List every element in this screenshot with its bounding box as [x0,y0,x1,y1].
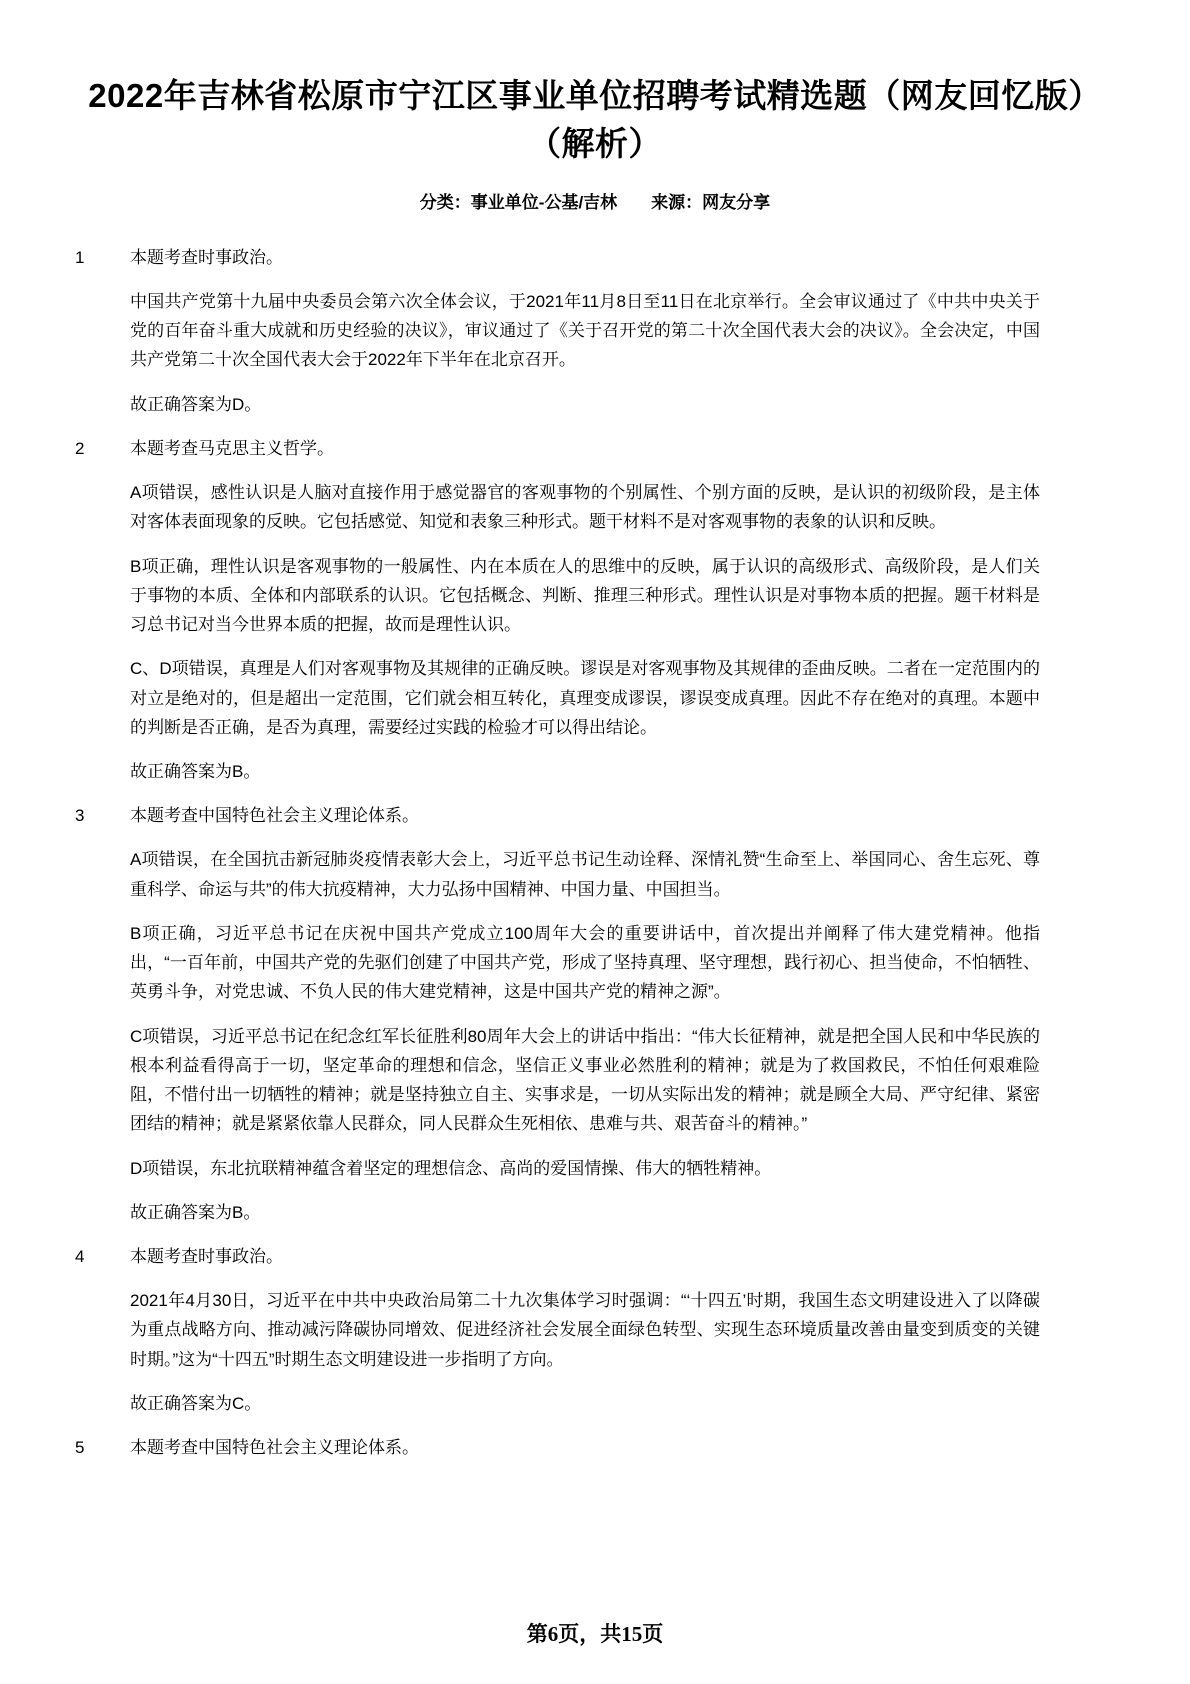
answer-paragraph: B项正确，习近平总书记在庆祝中国共产党成立100周年大会的重要讲话中，首次提出并阐释了伟大建党精神。他指出，“一百年前，中国共产党的先驱们创建了中国共产党，形成了坚持真理、坚守理想，践行初心、担当使命，不怕牺牲、英勇斗争，对党忠诚、不负人民的伟大建党精神，这是中国共产党的精神之源”。 [130,923,1040,1002]
question-number: 4 [75,1247,85,1267]
answer-paragraph: 中国共产党第十九届中央委员会第六次全体会议，于2021年11月8日至11日在北京举行。全会审议通过了《中共中央关于党的百年奋斗重大成就和历史经验的决议》，审议通过了《关于召开党的第二十次全国代表大会的决议》。全会决定，中国共产党第二十次全国代表大会于2022年下半年在北京召开。 [130,291,1040,370]
question-body [130,434,1115,801]
question-body [130,1433,1115,1477]
answer-paragraph: A项错误，在全国抗击新冠肺炎疫情表彰大会上，习近平总书记生动诠释、深情礼赞“生命至上、举国同心、舍生忘死、尊重科学、命运与共”的伟大抗疫精神，大力弘扬中国精神、中国力量、中国担当。 [130,850,1040,899]
answer-paragraph: D项错误，东北抗联精神蕴含着坚定的理想信念、高尚的爱国情操、伟大的牺牲精神。 [130,1158,772,1178]
question-item-5 [75,1433,1115,1477]
question-number: 3 [75,806,85,826]
question-item-4 [75,1242,1115,1433]
answer-paragraph: 故正确答案为D。 [130,394,262,414]
question-item-3 [75,801,1115,1242]
question-body [130,801,1115,1242]
answer-paragraph: 本题考查时事政治。 [130,247,283,267]
question-body [130,1242,1115,1433]
answer-paragraph: 本题考查时事政治。 [130,1247,283,1267]
doc-meta-line: 分类：事业单位-公基/吉林 来源：网友分享 [419,192,771,212]
answer-paragraph: 故正确答案为B。 [130,1202,261,1222]
answer-paragraph: 本题考查马克思主义哲学。 [130,438,334,458]
answer-paragraph: 2021年4月30日，习近平在中共中央政治局第二十九次集体学习时强调：“‘十四五’时期，我国生态文明建设进入了以降碳为重点战略方向、推动减污降碳协同增效、促进经济社会发展全面绿色转型、实现生态环境质量改善由量变到质变的关键时期。”这为“十四五”时期生态文明建设进一步指明了方向。 [130,1291,1040,1369]
answer-paragraph: B项正确，理性认识是客观事物的一般属性、内在本质在人的思维中的反映，属于认识的高级形式、高级阶段，是人们关于事物的本质、全体和内部联系的认识。它包括概念、判断、推理三种形式。理性认识是对事物本质的把握。题干材料是习总书记对当今世界本质的把握，故而是理性认识。 [130,556,1040,635]
question-item-2 [75,434,1115,801]
answer-paragraph: C、D项错误，真理是人们对客观事物及其规律的正确反映。谬误是对客观事物及其规律的歪曲反映。二者在一定范围内的对立是绝对的，但是超出一定范围，它们就会相互转化，真理变成谬误，谬误变成真理。因此不存在绝对的真理。本题中的判断是否正确，是否为真理，需要经过实践的检验才可以得出结论。 [130,659,1040,737]
question-number: 5 [75,1438,85,1458]
answer-paragraph: 故正确答案为B。 [130,761,261,781]
question-body [130,243,1115,434]
question-number: 2 [75,438,85,458]
answer-paragraph: 本题考查中国特色社会主义理论体系。 [130,806,419,826]
answer-paragraph: 本题考查中国特色社会主义理论体系。 [130,1438,419,1458]
page-footer: 第6页，共15页 [526,1622,664,1646]
page-title: 2022年吉林省松原市宁江区事业单位招聘考试精选题（网友回忆版）（解析） [88,77,1102,162]
question-number: 1 [75,247,85,267]
answer-paragraph: 故正确答案为C。 [130,1393,262,1413]
answer-paragraph: C项错误，习近平总书记在纪念红军长征胜利80周年大会上的讲话中指出：“伟大长征精神，就是把全国人民和中华民族的根本利益看得高于一切，坚定革命的理想和信念，坚信正义事业必然胜利的精神；就是为了救国救民，不怕任何艰难险阻，不惜付出一切牺牲的精神；就是坚持独立自主、实事求是，一切从实际出发的精神；就是顾全大局、严守纪律、紧密团结的精神；就是紧紧依靠人民群众，同人民群众生死相依、患难与共、艰苦奋斗的精神。” [130,1026,1040,1134]
answer-paragraph: A项错误，感性认识是人脑对直接作用于感觉器官的客观事物的个别属性、个别方面的反映，是认识的初级阶段，是主体对客体表面现象的反映。它包括感觉、知觉和表象三种形式。题干材料不是对客观事物的表象的认识和反映。 [130,483,1040,532]
question-item-1 [75,243,1115,434]
